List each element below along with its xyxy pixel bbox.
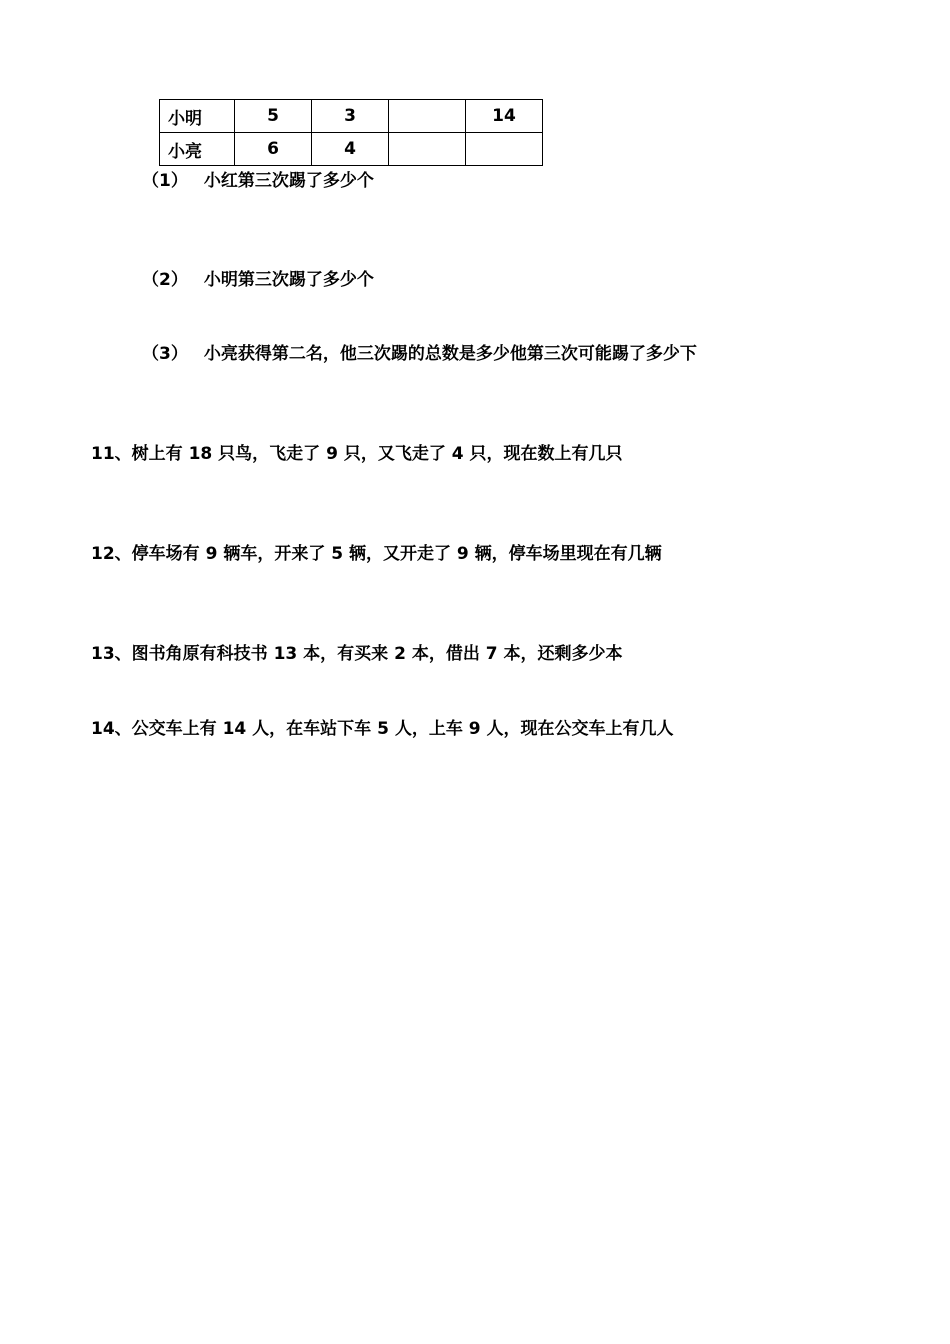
sub-question-text: 小红第三次踢了多少个 xyxy=(203,171,374,191)
table-cell xyxy=(389,100,466,133)
sub-question-text: 小亮获得第二名，他三次踢的总数是多少他第三次可能踢了多少下 xyxy=(203,344,697,364)
table-cell-name: 小亮 xyxy=(160,133,235,166)
score-table xyxy=(159,99,543,166)
table-row xyxy=(160,100,543,133)
question-12: 12、停车场有 9 辆车，开来了 5 辆，又开走了 9 辆，停车场里现在有几辆 xyxy=(91,544,662,564)
sub-question-2 xyxy=(142,269,374,291)
table-cell: 5 xyxy=(235,100,312,133)
sub-question-number: （1） xyxy=(142,171,188,191)
question-11: 11、树上有 18 只鸟，飞走了 9 只，又飞走了 4 只，现在数上有几只 xyxy=(91,444,623,464)
table-cell-name: 小明 xyxy=(160,100,235,133)
question-14: 14、公交车上有 14 人，在车站下车 5 人，上车 9 人，现在公交车上有几人 xyxy=(91,719,674,739)
table-cell: 14 xyxy=(466,100,543,133)
sub-question-text: 小明第三次踢了多少个 xyxy=(203,270,374,290)
sub-question-1 xyxy=(142,170,374,192)
table-cell xyxy=(466,133,543,166)
sub-question-3 xyxy=(142,343,697,365)
table-cell xyxy=(389,133,466,166)
table-cell: 4 xyxy=(312,133,389,166)
table-row xyxy=(160,133,543,166)
sub-question-number: （2） xyxy=(142,270,188,290)
table-cell: 3 xyxy=(312,100,389,133)
table-cell: 6 xyxy=(235,133,312,166)
question-13: 13、图书角原有科技书 13 本，有买来 2 本，借出 7 本，还剩多少本 xyxy=(91,644,623,664)
sub-question-number: （3） xyxy=(142,344,188,364)
